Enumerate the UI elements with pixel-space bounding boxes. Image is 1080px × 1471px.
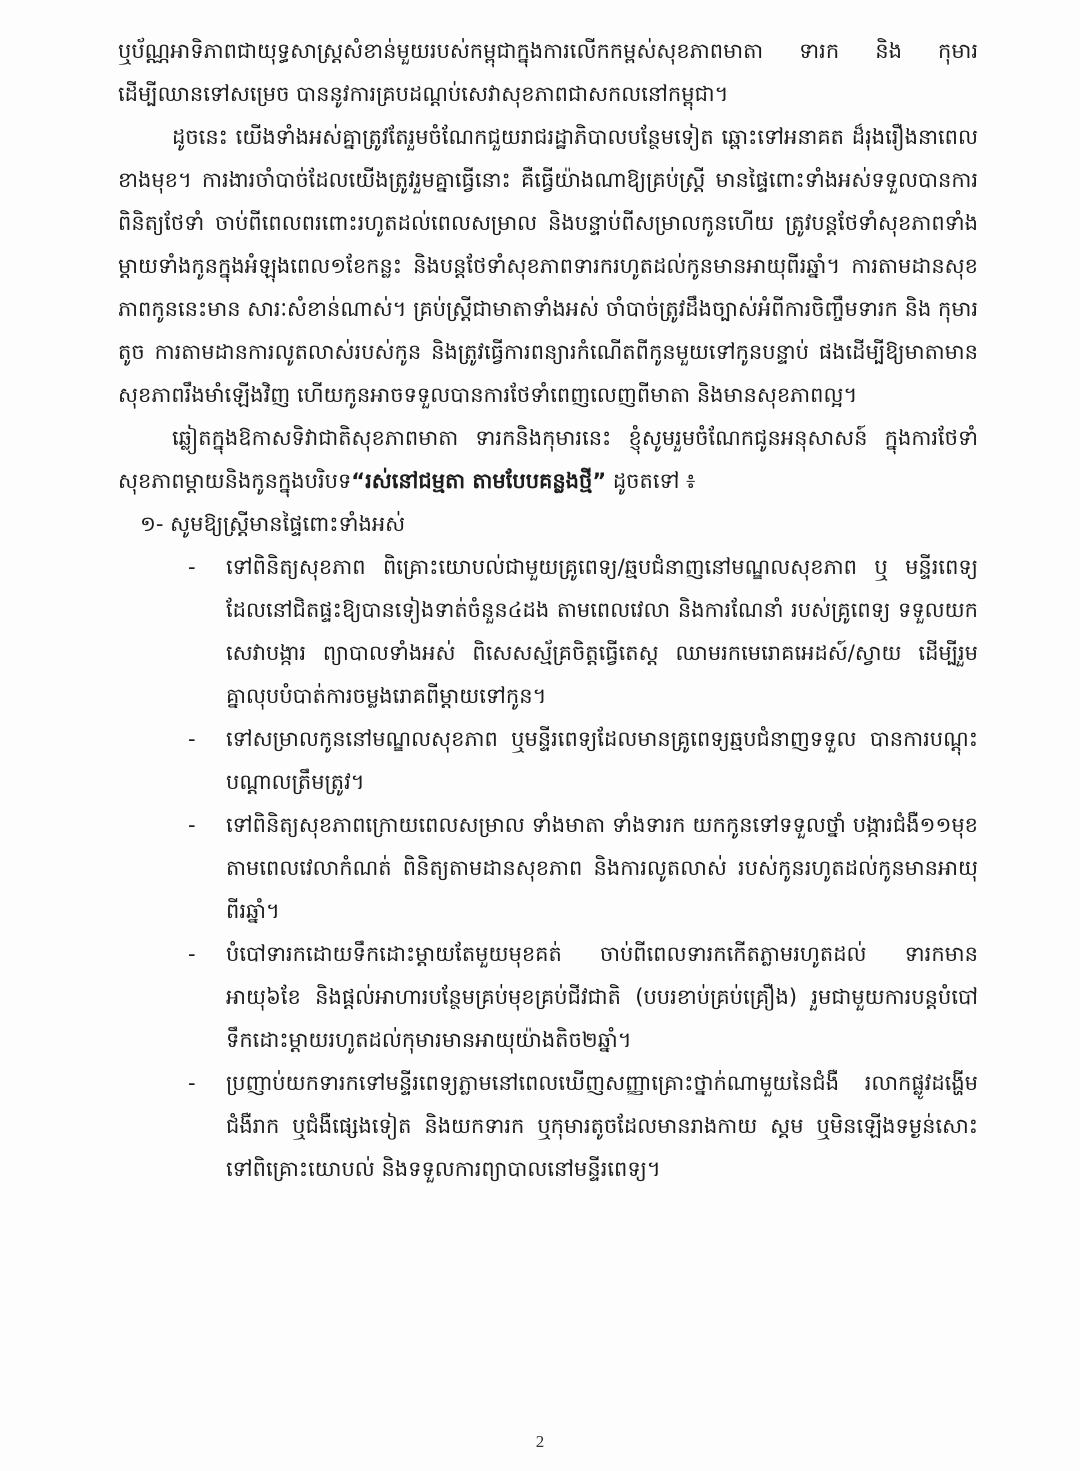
list-item	[118, 718, 978, 804]
list-item-text: បំបៅទារកដោយទឹកដោះម្តាយតែមួយមុខគត់ ចាប់ពីពេលទារកកើតភ្លាមរហូតដល់ ទារកមានអាយុ៦ខែ និងផ្តល់អាហារបន្ថែមគ្រប់មុខគ្រប់ជីវជាតិ (បបរខាប់គ្រប់គ្រឿង) រួមជាមួយការបន្តបំបៅទឹកដោះម្តាយរហូតដល់កុមារមានអាយុយ៉ាងតិច២ឆ្នាំ។	[226, 942, 978, 1052]
list-item	[118, 1062, 978, 1191]
recommendation-intro-text: ឆ្លៀតក្នុងឱកាសទិវាជាតិសុខភាពមាតា ទារកនិងកុមារនេះ ខ្ញុំសូមរួមចំណែកជូនអនុសាសន៍ ក្នុងការថែទាំសុខភាពម្តាយនិងកូនក្នុងបរិបទ	[118, 426, 978, 493]
list-item-text: ប្រញាប់យកទារកទៅមន្ទីរពេទ្យភ្លាមនៅពេលឃើញសញ្ញាគ្រោះថ្នាក់ណាមួយនៃជំងឺ រលាកផ្លូវដង្ហើម ជំងឺរាក ឬជំងឺផ្សេងទៀត និងយកទារក ឬកុមារតូចដែលមានរាងកាយ ស្គម ឬមិនឡើងទម្ងន់សោះ ទៅពិគ្រោះយោបល់ និងទទួលការព្យាបាលនៅមន្ទីរពេទ្យ។	[226, 1071, 978, 1181]
bullet-dash: -	[188, 555, 196, 579]
paragraph-intro-continuation: ឬប័ណ្ណអាទិភាពជាយុទ្ធសាស្ត្រសំខាន់មួយរបស់កម្ពុជាក្នុងការលើកកម្ពស់សុខភាពមាតា ទារក និង កុមារ ដើម្បីឈានទៅសម្រេច បាននូវការគ្របដណ្តប់សេវាសុខភាពជាសកលនៅកម្ពុជា។	[118, 39, 978, 106]
document-body	[118, 30, 978, 1191]
campaign-phrase: “រស់នៅជម្មតា តាមបែបគន្លងថ្មី”	[351, 469, 607, 493]
list-item	[118, 804, 978, 933]
list-item	[118, 546, 978, 718]
list-item-text: ទៅសម្រាលកូននៅមណ្ឌលសុខភាព ឬមន្ទីរពេទ្យដែលមានគ្រូពេទ្យឆ្មបជំនាញទទួល បានការបណ្តុះបណ្តាលត្រឹមត្រូវ។	[226, 727, 978, 794]
list-item-text: ទៅពិនិត្យសុខភាព ពិគ្រោះយោបល់ជាមួយគ្រូពេទ្យ/ឆ្មបជំនាញនៅមណ្ឌលសុខភាព ឬ មន្ទីរពេទ្យដែលនៅជិតផ្ទះឱ្យបានទៀងទាត់ចំនួន៤ដង តាមពេលវេលា និងការណែនាំ របស់គ្រូពេទ្យ ទទួលយកសេវាបង្ការ ព្យាបាលទាំងអស់ ពិសេសស្ម័គ្រចិត្តធ្វើតេស្ត ឈាមរកមេរោគអេដស៍/ស្វាយ ដើម្បីរួមគ្នាលុបបំបាត់ការចម្លងរោគពីម្តាយទៅកូន។	[226, 555, 978, 708]
paragraph-recommendation-intro	[118, 417, 978, 503]
bullet-dash: -	[188, 813, 196, 837]
bullet-dash: -	[188, 942, 196, 966]
paragraph-call-to-action: ដូចនេះ យើងទាំងអស់គ្នាត្រូវតែរួមចំណែកជួយរាជរដ្ឋាភិបាលបន្ថែមទៀត ឆ្ពោះទៅអនាគត ដ៏រុងរឿងនាពេលខាងមុខ។ ការងារចាំបាច់ដែលយើងត្រូវរួមគ្នាធ្វើនោះ គឺធ្វើយ៉ាងណាឱ្យគ្រប់ស្ត្រី មានផ្ទៃពោះទាំងអស់ទទួលបានការពិនិត្យថែទាំ ចាប់ពីពេលពរពោះរហូតដល់ពេលសម្រាល និងបន្ទាប់ពីសម្រាលកូនហើយ ត្រូវបន្តថែទាំសុខភាពទាំងម្តាយទាំងកូនក្នុងអំឡុងពេល១ខែកន្លះ និងបន្តថែទាំសុខភាពទារករហូតដល់កូនមានអាយុពីរឆ្នាំ។ ការតាមដានសុខភាពកូននេះមាន សារៈសំខាន់ណាស់។ គ្រប់ស្ត្រីជាមាតាទាំងអស់ ចាំបាច់ត្រូវដឹងច្បាស់អំពីការចិញ្ចឹមទារក និង កុមារតូច ការតាមដានការលូតលាស់របស់កូន និងត្រូវធ្វើការពន្យារកំណើតពីកូនមួយទៅកូនបន្ទាប់ ផងដើម្បីឱ្យមាតាមានសុខភាពរឹងមាំឡើងវិញ ហើយកូនអាចទទួលបានការថែទាំពេញលេញពីមាតា និងមានសុខភាពល្អ។	[118, 125, 978, 407]
recommendation-list	[118, 546, 978, 1191]
page-number: 2	[535, 1432, 545, 1451]
bullet-dash: -	[188, 1071, 196, 1095]
list-item-text: ទៅពិនិត្យសុខភាពក្រោយពេលសម្រាល ទាំងមាតា ទាំងទារក យកកូនទៅទទួលថ្នាំ បង្ការជំងឺ១១មុខ តាមពេលវេលាកំណត់ ពិនិត្យតាមដានសុខភាព និងការលូតលាស់ របស់កូនរហូតដល់កូនមានអាយុពីរឆ្នាំ។	[226, 813, 978, 923]
list-item	[118, 933, 978, 1062]
bullet-dash: -	[188, 727, 196, 751]
recommendation-intro-end: ដូចតទៅ ៖	[606, 469, 696, 493]
numbered-item-pregnant-women: ១- សូមឱ្យស្ត្រីមានផ្ទៃពោះទាំងអស់	[140, 512, 406, 536]
